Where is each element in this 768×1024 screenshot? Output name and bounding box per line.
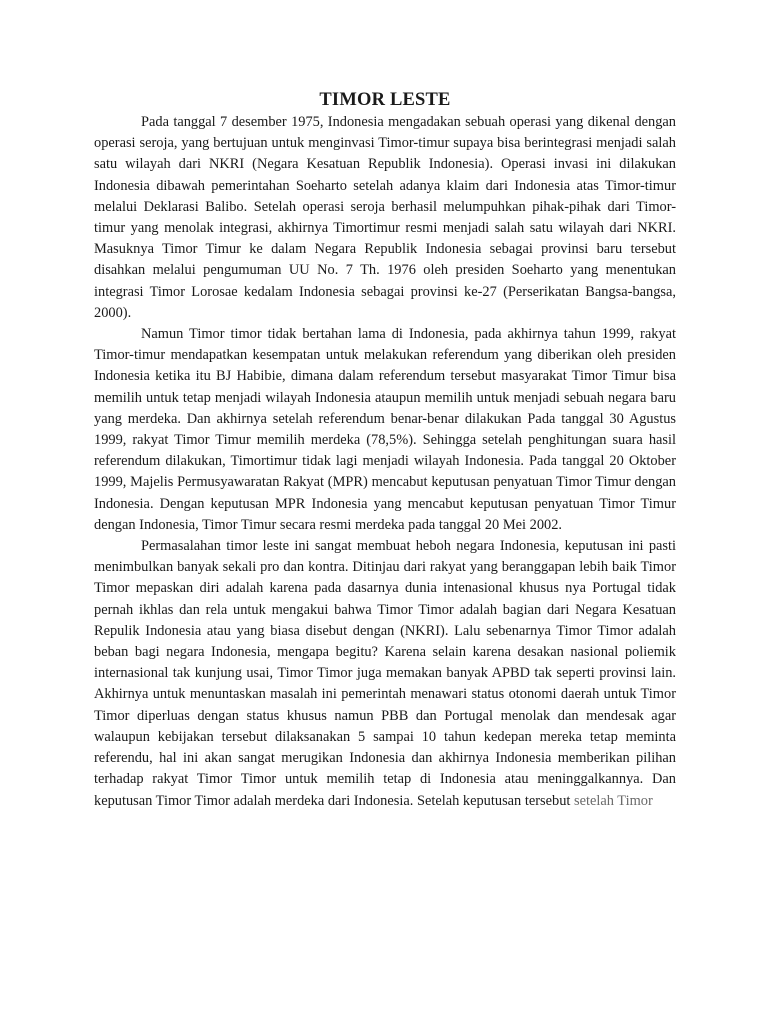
- paragraph-2: [94, 324, 676, 536]
- document-title: TIMOR LESTE: [319, 90, 451, 110]
- paragraph-3: [94, 536, 676, 812]
- paragraph-3-text: Permasalahan timor leste ini sangat membuat heboh negara Indonesia, keputusan ini pasti menimbulkan banyak sekali pro dan kontra. Ditinjau dari rakyat yang beranggapan lebih baik Timor Timor mepaskan diri adalah karena pada dasarnya dunia intenasional khusus nya Portugal tidak pernah ikhlas dan rela untuk mengakui bahwa Timor Timor adalah bagian dari Negara Kesatuan Repulik Indonesia atau yang biasa disebut dengan (NKRI). Lalu sebenarnya Timor Timor adalah beban bagi negara Indonesia, mengapa begitu? Karena selain karena desakan nasional poliemik internasional tak kunjung usai, Timor Timor juga memakan banyak APBD tak seperti provinsi lain. Akhirnya untuk menuntaskan masalah ini pemerintah menawari status otonomi daerah untuk Timor Timor diperluas dengan status khusus namun PBB dan Portugal menolak dan mendesak agar walaupun kebijakan tersebut dilaksanakan 5 sampai 10 tahun kedepan mereka tetap meminta referendu, hal ini akan sangat merugikan Indonesia dan akhirnya Indonesia memberikan pilihan terhadap rakyat Timor Timor untuk memilih tetap di Indonesia atau meninggalkannya. Dan keputusan Timor Timor adalah merdeka dari Indonesia. Setelah keputusan tersebut: [94, 538, 676, 809]
- paragraph-3-trailing-faded-text: setelah Timor: [574, 792, 653, 809]
- paragraph-1-text: Pada tanggal 7 desember 1975, Indonesia mengadakan sebuah operasi yang dikenal dengan operasi seroja, yang bertujuan untuk menginvasi Timor-timur supaya bisa berintegrasi menjadi salah satu wilayah dari NKRI (Negara Kesatuan Republik Indonesia). Operasi invasi ini dilakukan Indonesia dibawah pemerintahan Soeharto setelah adanya klaim dari Indonesia atas Timor-timur melalui Deklarasi Balibo. Setelah operasi seroja berhasil melumpuhkan pihak-pihak dari Timor-timur yang menolak integrasi, akhirnya Timortimur resmi menjadi salah satu wilayah dari NKRI. Masuknya Timor Timur ke dalam Negara Republik Indonesia sebagai provinsi baru tersebut disahkan melalui pengumuman UU No. 7 Th. 1976 oleh presiden Soeharto yang menentukan integrasi Timor Lorosae kedalam Indonesia sebagai provinsi ke-27 (Perserikatan Bangsa-bangsa, 2000).: [94, 114, 676, 321]
- paragraph-1: [94, 112, 676, 324]
- paragraph-2-text: Namun Timor timor tidak bertahan lama di Indonesia, pada akhirnya tahun 1999, rakyat Timor-timur mendapatkan kesempatan untuk melakukan referendum yang diberikan oleh presiden Indonesia ketika itu BJ Habibie, dimana dalam referendum tersebut masyarakat Timor Timur bisa memilih untuk tetap menjadi wilayah Indonesia ataupun memilih untuk menjadi sebuah negara baru yang merdeka. Dan akhirnya setelah referendum benar-benar dilakukan Pada tanggal 30 Agustus 1999, rakyat Timor Timur memilih merdeka (78,5%). Sehingga setelah penghitungan suara hasil referendum dilakukan, Timortimur tidak lagi menjadi wilayah Indonesia. Pada tanggal 20 Oktober 1999, Majelis Permusyawaratan Rakyat (MPR) mencabut keputusan penyatuan Timor Timur dengan Indonesia. Dengan keputusan MPR Indonesia yang mencabut keputusan penyatuan Timor Timur dengan Indonesia, Timor Timur secara resmi merdeka pada tanggal 20 Mei 2002.: [94, 326, 676, 533]
- document-body: [94, 88, 676, 812]
